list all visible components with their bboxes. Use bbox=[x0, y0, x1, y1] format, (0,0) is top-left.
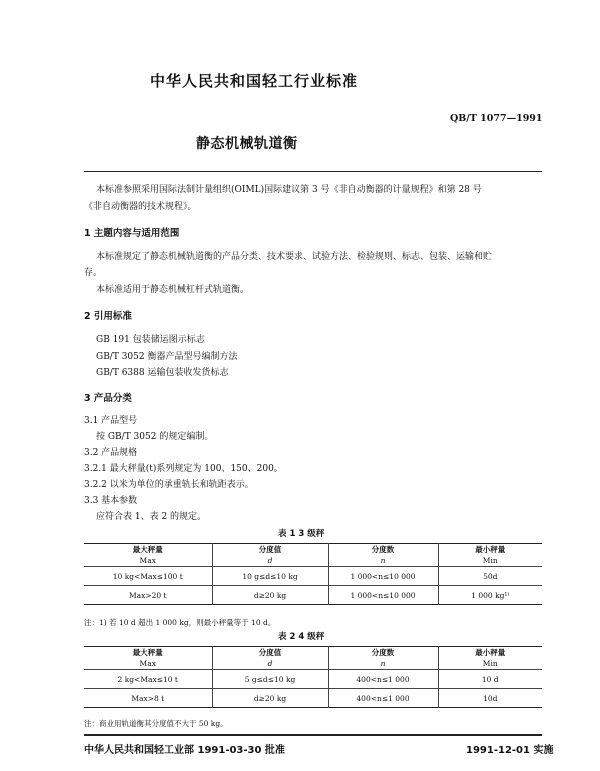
symbol-cell: Max bbox=[139, 556, 156, 565]
clause-3-2-2: 3.2.2 以米为单位的承重轨长和轨距表示。 bbox=[84, 480, 254, 490]
section-1-para-2: 本标准适用于静态机械杠杆式轨道衡。 bbox=[96, 285, 250, 295]
reference-item: GB/T 3052 衡器产品型号编制方法 bbox=[96, 352, 238, 362]
reference-item: GB 191 包装储运图示标志 bbox=[96, 335, 205, 345]
header-rule bbox=[84, 171, 542, 172]
table-cell: 2 kg<Max≤10 t bbox=[84, 670, 212, 689]
table-cell: 5 g≤d≤10 kg bbox=[212, 670, 328, 689]
table-header-row bbox=[84, 544, 542, 556]
symbol-cell: n bbox=[328, 658, 438, 670]
symbol-cell: d bbox=[212, 555, 328, 567]
table-2-note: 注：商业用轨道衡其分度值不大于 50 kg。 bbox=[84, 719, 228, 728]
header-cell: 分度值 bbox=[212, 544, 328, 556]
section-1-para-1-line-1: 本标准规定了静态机械轨道衡的产品分类、技术要求、试验方法、检验规则、标志、包装、运输和贮 bbox=[96, 252, 493, 262]
header-cell: 最小秤量 bbox=[438, 544, 542, 556]
header-cell: 最大秤量 bbox=[132, 648, 163, 657]
header-cell: 分度数 bbox=[328, 647, 438, 659]
table-symbol-row bbox=[84, 555, 542, 567]
table-cell: 400<n≤1 000 bbox=[328, 670, 438, 689]
footer-rule bbox=[84, 734, 542, 736]
table-1 bbox=[84, 543, 542, 605]
symbol-cell: n bbox=[328, 555, 438, 567]
table-row bbox=[84, 670, 542, 689]
table-cell: Max>8 t bbox=[84, 689, 212, 708]
header-cell: 分度值 bbox=[212, 647, 328, 659]
symbol-cell: Max bbox=[139, 659, 156, 668]
table-cell: 10 g≤d≤10 kg bbox=[212, 567, 328, 586]
table-cell: 400<n≤1 000 bbox=[328, 689, 438, 708]
clause-3-3: 3.3 基本参数 bbox=[84, 496, 138, 506]
table-cell: 10 d bbox=[438, 670, 542, 689]
header-cell: 最大秤量 bbox=[132, 545, 163, 554]
table-cell: Max>20 t bbox=[84, 586, 212, 605]
table-symbol-row bbox=[84, 658, 542, 670]
standard-code: QB/T 1077—1991 bbox=[450, 113, 543, 124]
symbol-cell: Min bbox=[438, 555, 542, 567]
table-cell: 1 000 kg¹⁾ bbox=[438, 586, 542, 605]
table-cell: d≥20 kg bbox=[212, 689, 328, 708]
table-1-caption: 表 1 3 级秤 bbox=[278, 529, 325, 539]
table-cell: 10 kg<Max≤100 t bbox=[84, 567, 212, 586]
table-1-note: 注：1) 若 10 d 超出 1 000 kg，则最小秤量等于 10 d。 bbox=[84, 618, 276, 627]
section-1-para-1-line-2: 存。 bbox=[84, 268, 103, 278]
table-cell: 50d bbox=[438, 567, 542, 586]
clause-3-2: 3.2 产品规格 bbox=[84, 448, 138, 458]
table-cell: 1 000<n≤10 000 bbox=[328, 586, 438, 605]
section-3-heading: 3 产品分类 bbox=[84, 393, 132, 404]
table-2-caption: 表 2 4 级秤 bbox=[278, 632, 325, 642]
intro-line-1: 本标准参照采用国际法制计量组织(OIML)国际建议第 3 号《非自动衡器的计量规程》和第 28 号 bbox=[96, 185, 482, 195]
clause-3-1: 3.1 产品型号 bbox=[84, 416, 138, 426]
table-row bbox=[84, 567, 542, 586]
table-row bbox=[84, 689, 542, 708]
table-cell: 1 000<n≤10 000 bbox=[328, 567, 438, 586]
clause-3-1-text: 按 GB/T 3052 的规定编制。 bbox=[96, 432, 214, 442]
section-2-heading: 2 引用标准 bbox=[84, 311, 132, 322]
reference-item: GB/T 6388 运输包装收发货标志 bbox=[96, 368, 229, 378]
table-cell: d≥20 kg bbox=[212, 586, 328, 605]
header-cell: 最小秤量 bbox=[438, 647, 542, 659]
symbol-cell: Min bbox=[438, 658, 542, 670]
table-row bbox=[84, 586, 542, 605]
table-2 bbox=[84, 646, 542, 708]
intro-line-2: 《非自动衡器的技术规程》。 bbox=[84, 202, 197, 212]
clause-3-3-text: 应符合表 1、表 2 的规定。 bbox=[96, 512, 207, 522]
document-title: 静态机械轨道衡 bbox=[196, 136, 298, 152]
section-1-heading: 1 主题内容与适用范围 bbox=[84, 228, 180, 239]
symbol-cell: d bbox=[212, 658, 328, 670]
issuing-org-title: 中华人民共和国轻工行业标准 bbox=[150, 72, 359, 90]
table-header-row bbox=[84, 647, 542, 659]
header-cell: 分度数 bbox=[328, 544, 438, 556]
approval-line: 中华人民共和国轻工业部 1991-03-30 批准 bbox=[84, 745, 285, 756]
clause-3-2-1: 3.2.1 最大秤量(t)系列规定为 100、150、200。 bbox=[84, 464, 283, 474]
table-cell: 10d bbox=[438, 689, 542, 708]
implementation-date: 1991-12-01 实施 bbox=[466, 745, 554, 756]
